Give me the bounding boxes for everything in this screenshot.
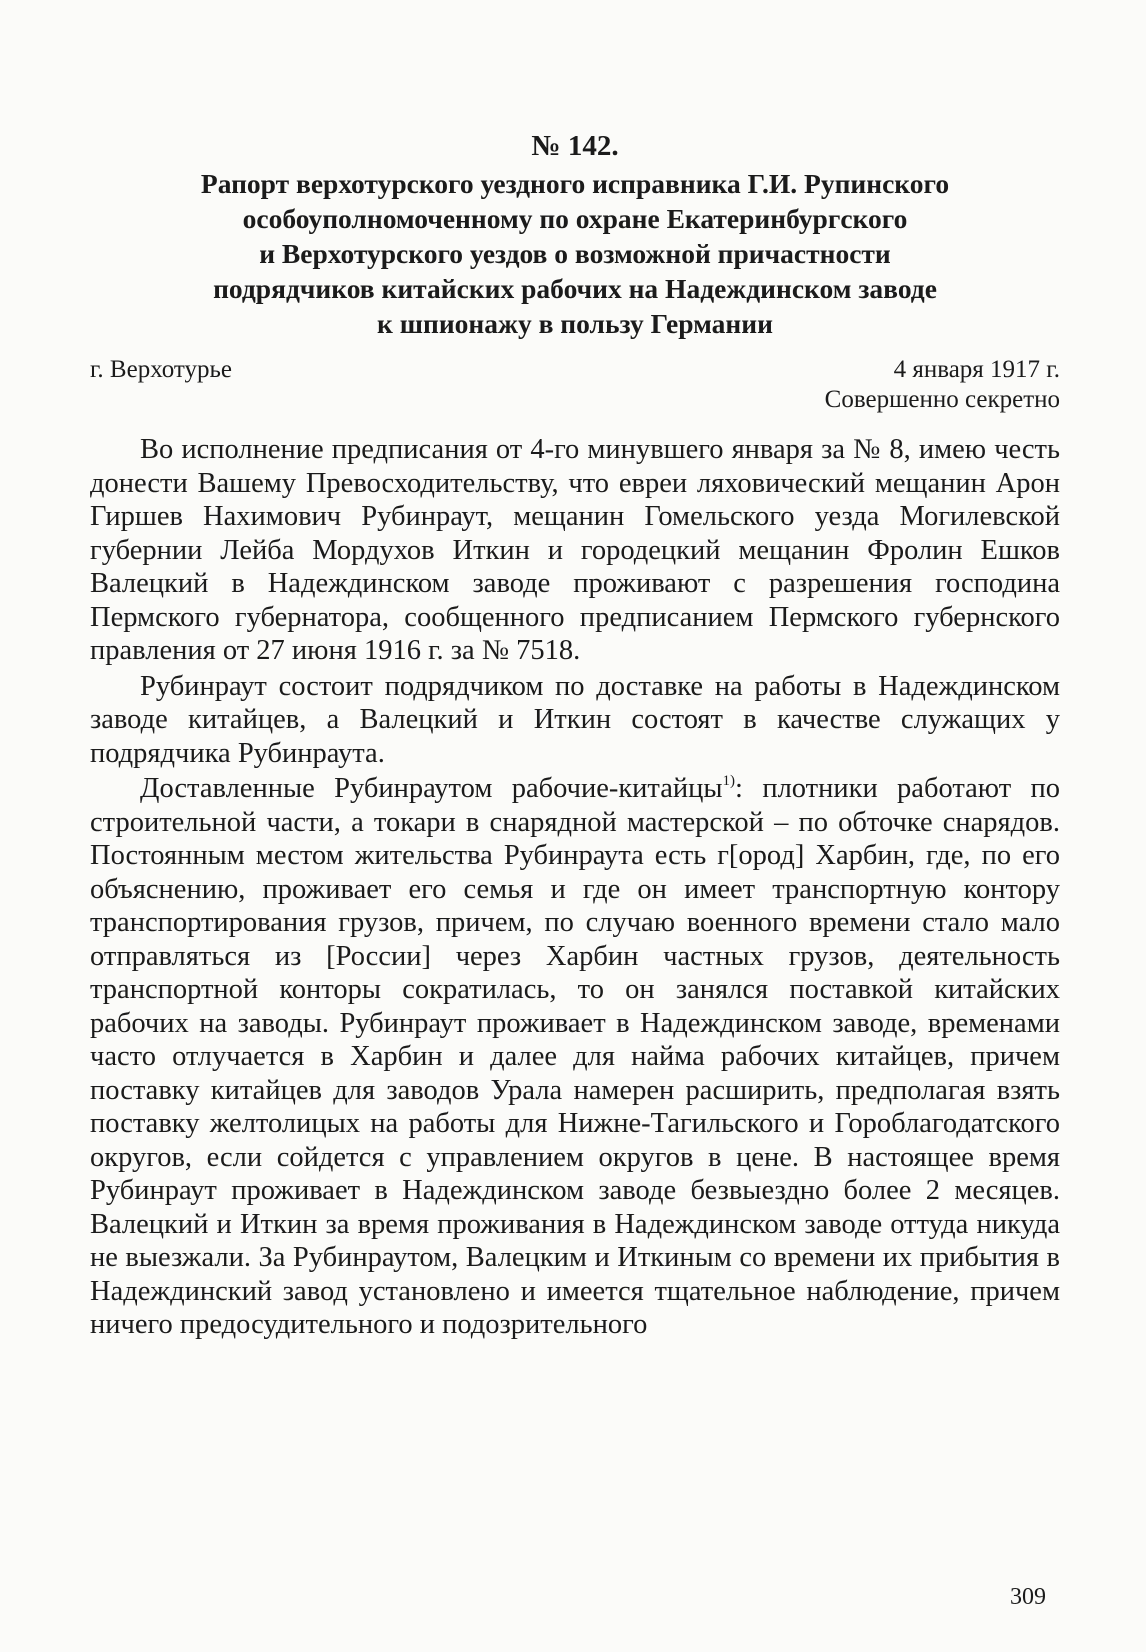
paragraph-colon: : (735, 773, 763, 804)
body-paragraph (90, 772, 1060, 1342)
title-line: Рапорт верхотурского уездного исправника Г.И. Рупинского (200, 168, 950, 199)
title-line: особоуполномоченному по охране Екатеринбургского (242, 203, 908, 234)
footnote-marker[interactable]: 1) (722, 773, 736, 789)
paragraph-rest: плотники работают по строительной части, а токари в снарядной мастерской – по обточке снарядов. Постоянным местом жительства Рубинраута есть г[ород] Харбин, где, по его объяснению, проживает его семья и где он имеет транспортную контору транспортирования грузов, причем, по случаю военного времени стало мало отправляться из [России] через Харбин частных грузов, деятельность транспортной конторы сократилась, то он занялся поставкой китайских рабочих на заводы. Рубинраут проживает в Надеждинском заводе, временами часто отлучается в Харбин и далее для найма рабочих китайцев, причем поставку китайцев для заводов Урала намерен расширить, предполагая взять поставку желтолицых на работы для Нижне-Тагильского и Гороблагодатского округов, если сойдется с управлением округов в цене. В настоящее время Рубинраут проживает в Надеждинском заводе безвыездно более 2 месяцев. Валецкий и Иткин за время проживания в Надеждинском заводе оттуда никуда не выезжали. За Рубинраутом, Валецким и Иткиным со времени их прибытия в Надеждинский завод установлено и имеется тщательное наблюдение, причем ничего предосудительного и подозрительного (90, 773, 1060, 1340)
title-line: к шпионажу в пользу Германии (377, 308, 773, 339)
document-body (90, 433, 1060, 1342)
document-title (90, 166, 1060, 341)
body-paragraph: Во исполнение предписания от 4-го минувшего января за № 8, имею честь донести Вашему Превосходительству, что евреи ляховический мещанин Арон Гиршев Нахимович Рубинраут, мещанин Гомельского уезда Могилевской губернии Лейба Мордухов Иткин и городецкий мещанин Фролин Ешков Валецкий в Надеждинском заводе проживают с разрешения господина Пермского губернатора, сообщенного предписанием Пермского губернского правления от 27 июня 1916 г. за № 7518. (90, 434, 1060, 666)
document-number: № 142. (531, 130, 619, 162)
document-date: 4 января 1917 г. (893, 356, 1060, 383)
title-line: подрядчиков китайских рабочих на Надеждинском заводе (213, 273, 937, 304)
body-paragraph: Рубинраут состоит подрядчиком по доставке на работы в Надеждинском заводе китайцев, а Валецкий и Иткин состоят в качестве служащих у подрядчика Рубинраута. (90, 670, 1060, 769)
classification-mark: Совершенно секретно (824, 386, 1060, 413)
place-date-row (90, 355, 1060, 385)
document-page (90, 128, 1060, 1342)
document-place: г. Верхотурье (90, 356, 233, 383)
title-line: и Верхотурского уездов о возможной причастности (259, 238, 891, 269)
paragraph-lead: Доставленные Рубинраутом рабочие-китайцы (140, 773, 723, 804)
page-number: 309 (1010, 1584, 1046, 1610)
